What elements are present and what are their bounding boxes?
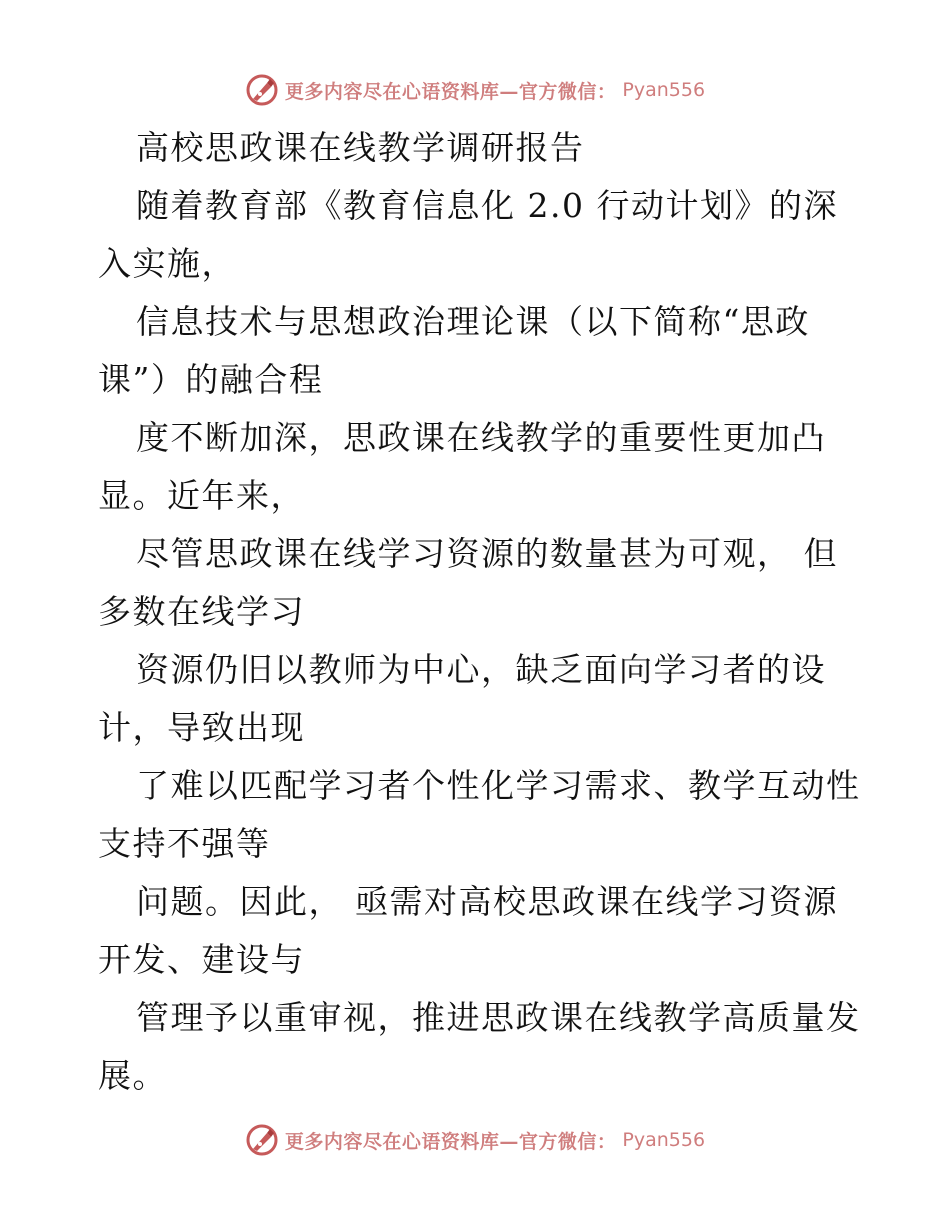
paragraph-line: 开发、建设与: [98, 940, 305, 979]
paragraph-line: 了难以匹配学习者个性化学习需求、教学互动性: [136, 766, 861, 805]
paragraph-line: 尽管思政课在线学习资源的数量甚为可观， 但: [136, 534, 838, 573]
paragraph-line: 管理予以重审视，推进思政课在线教学高质量发: [136, 998, 861, 1037]
footer-watermark: [0, 1120, 950, 1160]
watermark-contact: Pyan556: [622, 1129, 706, 1151]
paragraph-line: 支持不强等: [98, 824, 271, 863]
paragraph-line: 信息技术与思想政治理论课（以下简称“思政: [136, 302, 810, 341]
paragraph-line: 资源仍旧以教师为中心，缺乏面向学习者的设: [136, 650, 826, 689]
pen-nib-logo-icon: [245, 73, 279, 107]
pen-nib-logo-icon: [245, 1123, 279, 1157]
watermark-contact: Pyan556: [622, 79, 706, 101]
paragraph-line: 计，导致出现: [98, 708, 305, 747]
paragraph-line: 展。: [98, 1056, 167, 1095]
paragraph-line: 度不断加深，思政课在线教学的重要性更加凸: [136, 418, 826, 457]
paragraph-line: 随着教育部《教育信息化 2.0 行动计划》的深: [136, 186, 838, 225]
watermark-text: 更多内容尽在心语资料库—官方微信：: [284, 1130, 617, 1153]
watermark-text: 更多内容尽在心语资料库—官方微信：: [284, 80, 617, 103]
document-title: 高校思政课在线教学调研报告: [136, 128, 585, 167]
paragraph-line: 多数在线学习: [98, 592, 305, 631]
paragraph-line: 课”）的融合程: [98, 360, 324, 399]
paragraph-line: 问题。因此， 亟需对高校思政课在线学习资源: [136, 882, 838, 921]
header-watermark: [0, 70, 950, 110]
paragraph-line: 入实施，: [98, 244, 236, 283]
paragraph-line: 显。近年来，: [98, 476, 305, 515]
